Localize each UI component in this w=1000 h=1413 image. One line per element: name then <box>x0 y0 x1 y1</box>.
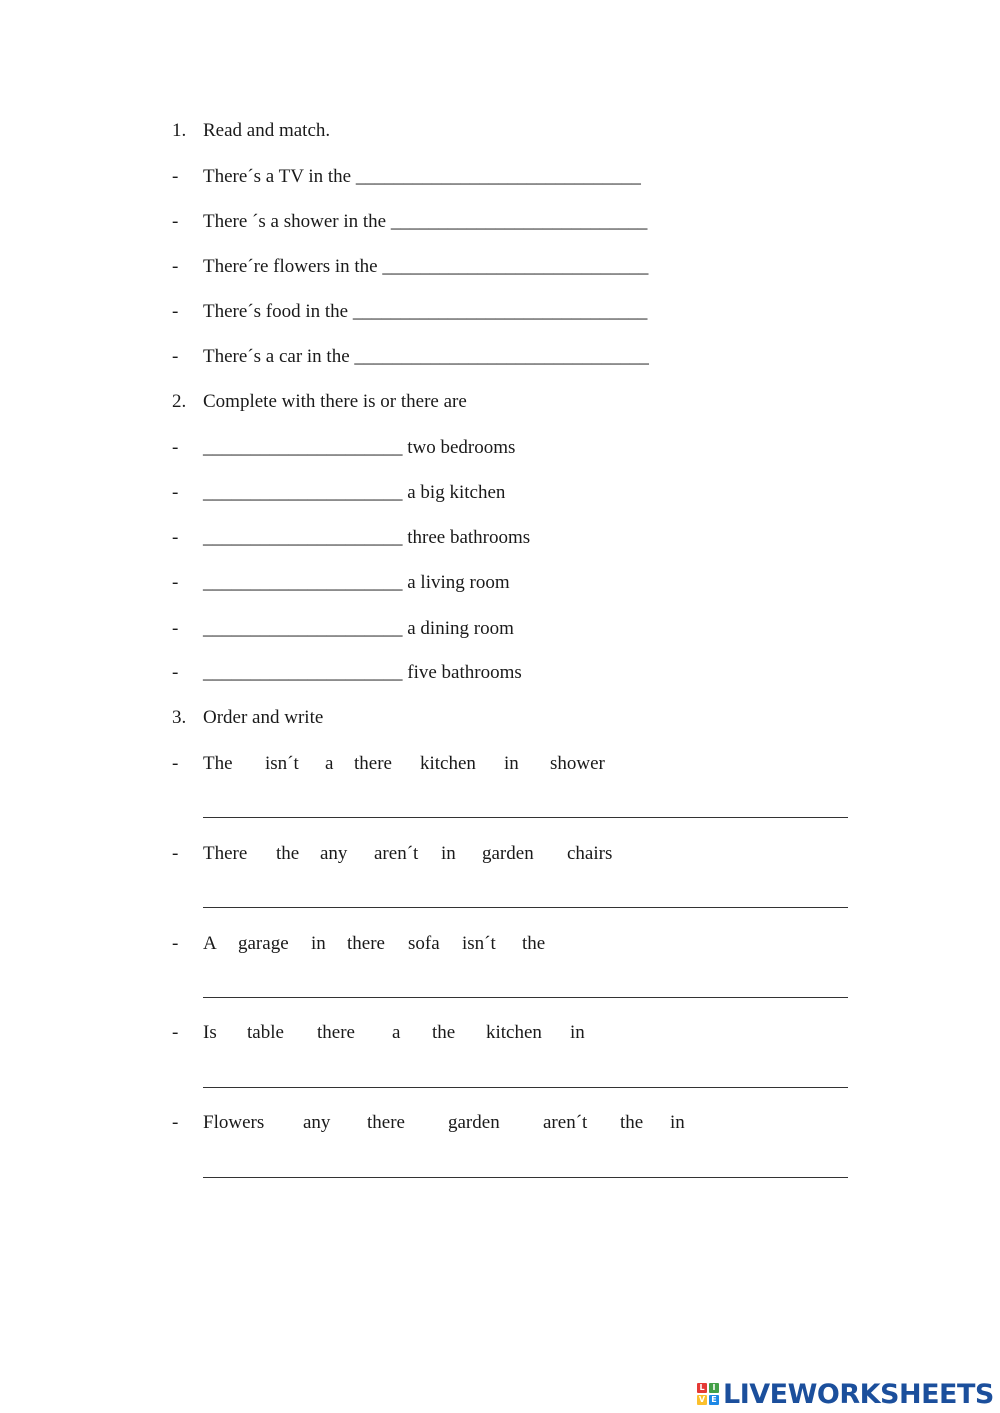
item-text: three bathrooms <box>402 527 531 548</box>
word: kitchen <box>420 753 476 774</box>
word: in <box>670 1112 685 1133</box>
logo-text: LIVEWORKSHEETS <box>723 1378 994 1410</box>
bullet: - <box>172 618 179 639</box>
item-text: two bedrooms <box>402 437 516 458</box>
bullet: - <box>172 572 179 593</box>
item-text: five bathrooms <box>402 662 522 683</box>
item-text: a living room <box>402 572 510 593</box>
word: the <box>432 1022 456 1043</box>
bullet: - <box>172 211 179 232</box>
answer-blank[interactable]: _____________________ <box>203 482 403 503</box>
word: isn´t <box>265 753 299 774</box>
answer-blank[interactable]: _____________________ <box>203 662 403 683</box>
logo-cube: E <box>709 1395 719 1405</box>
bullet: - <box>172 662 179 683</box>
bullet: - <box>172 1022 179 1043</box>
bullet: - <box>172 256 179 277</box>
answer-blank[interactable]: _______________________________ <box>352 301 648 322</box>
section1-number: 1. <box>172 120 187 141</box>
section1-title: Read and match. <box>203 120 331 141</box>
word: Is <box>203 1022 217 1043</box>
logo-cube: L <box>697 1383 707 1393</box>
word: in <box>504 753 519 774</box>
scrambled-words <box>203 839 703 869</box>
answer-blank[interactable]: _____________________ <box>203 527 403 548</box>
word: The <box>203 753 233 774</box>
answer-line[interactable] <box>203 817 848 818</box>
word: in <box>570 1022 585 1043</box>
word: a <box>392 1022 401 1043</box>
logo-cubes-icon <box>697 1383 719 1405</box>
logo-cube: V <box>698 1395 706 1404</box>
bullet: - <box>172 482 179 503</box>
scrambled-words <box>203 1018 703 1048</box>
word: Flowers <box>203 1112 265 1133</box>
liveworksheets-logo <box>697 1378 994 1410</box>
word: garage <box>238 933 289 954</box>
scrambled-words <box>203 929 703 959</box>
bullet: - <box>172 437 179 458</box>
word: there <box>347 933 385 954</box>
item-text: a big kitchen <box>402 482 506 503</box>
bullet: - <box>172 166 179 187</box>
item-text: There´s a TV in the <box>203 166 356 187</box>
word: kitchen <box>486 1022 542 1043</box>
answer-blank[interactable]: _____________________ <box>203 437 403 458</box>
word: table <box>247 1022 284 1043</box>
word: a <box>325 753 334 774</box>
answer-blank[interactable]: _____________________ <box>203 618 403 639</box>
word: any <box>303 1112 331 1133</box>
word: aren´t <box>374 843 419 864</box>
word: in <box>311 933 326 954</box>
section3-title: Order and write <box>203 707 324 728</box>
word: garden <box>448 1112 500 1133</box>
item-text: a dining room <box>402 618 514 639</box>
item-text: There ´s a shower in the <box>203 211 391 232</box>
section2-title: Complete with there is or there are <box>203 391 467 412</box>
bullet: - <box>172 753 179 774</box>
item-text: There´s food in the <box>203 301 353 322</box>
answer-line[interactable] <box>203 1087 848 1088</box>
answer-blank[interactable]: ____________________________ <box>382 256 649 277</box>
answer-blank[interactable]: ______________________________ <box>355 166 641 187</box>
word: chairs <box>567 843 613 864</box>
word: there <box>317 1022 355 1043</box>
answer-line[interactable] <box>203 1177 848 1178</box>
bullet: - <box>172 933 179 954</box>
word: in <box>441 843 456 864</box>
scrambled-words <box>203 1108 703 1138</box>
word: A <box>203 933 217 954</box>
bullet: - <box>172 527 179 548</box>
logo-cube: I <box>709 1383 719 1393</box>
answer-blank[interactable]: _______________________________ <box>354 346 649 367</box>
word: shower <box>550 753 605 774</box>
word: garden <box>482 843 534 864</box>
word: the <box>620 1112 644 1133</box>
scrambled-words <box>203 749 703 779</box>
item-text: There´s a car in the <box>203 346 355 367</box>
bullet: - <box>172 843 179 864</box>
answer-line[interactable] <box>203 997 848 998</box>
word: there <box>354 753 392 774</box>
word: There <box>203 843 248 864</box>
word: sofa <box>408 933 440 954</box>
section2-number: 2. <box>172 391 187 412</box>
section3-number: 3. <box>172 707 187 728</box>
word: aren´t <box>543 1112 588 1133</box>
bullet: - <box>172 346 179 367</box>
word: isn´t <box>462 933 496 954</box>
item-text: There´re flowers in the <box>203 256 383 277</box>
answer-line[interactable] <box>203 907 848 908</box>
word: there <box>367 1112 405 1133</box>
word: the <box>276 843 300 864</box>
answer-blank[interactable]: ___________________________ <box>390 211 648 232</box>
bullet: - <box>172 1112 179 1133</box>
answer-blank[interactable]: _____________________ <box>203 572 403 593</box>
bullet: - <box>172 301 179 322</box>
word: any <box>320 843 348 864</box>
word: the <box>522 933 546 954</box>
